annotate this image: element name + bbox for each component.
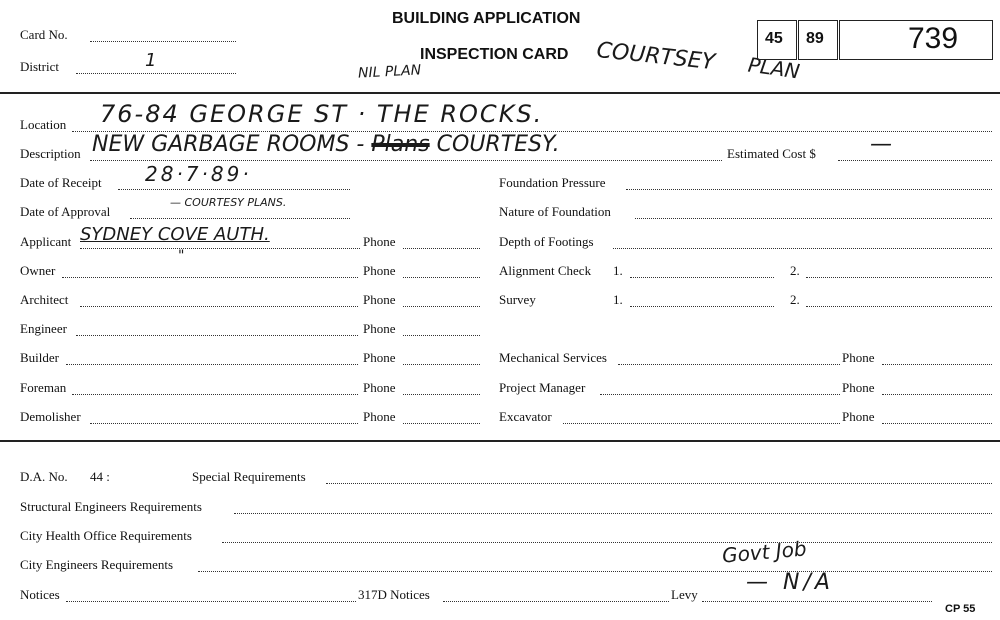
- depth-footings-label: Depth of Footings: [499, 234, 594, 249]
- architect-field[interactable]: [80, 306, 358, 307]
- notices-317d-label: 317D Notices: [358, 587, 430, 602]
- applicant-phone-label: Phone: [363, 234, 396, 249]
- form-code: CP 55: [945, 603, 976, 615]
- mechanical-label: Mechanical Services: [499, 350, 607, 365]
- foreman-phone-field[interactable]: [403, 394, 480, 395]
- applicant-value: SYDNEY COVE AUTH.: [80, 224, 270, 245]
- owner-phone-field[interactable]: [403, 277, 480, 278]
- depth-footings-field[interactable]: [613, 248, 992, 249]
- city-engineers-value: Govt Job: [721, 536, 808, 568]
- alignment-2-label: 2.: [790, 263, 800, 278]
- mechanical-phone-field[interactable]: [882, 364, 992, 365]
- applicant-ditto: ": [178, 248, 185, 264]
- description-text: NEW GARBAGE ROOMS -: [92, 132, 372, 157]
- architect-label: Architect: [20, 292, 69, 307]
- survey-label: Survey: [499, 292, 536, 307]
- card-no-field[interactable]: [90, 41, 236, 42]
- form-subtitle: INSPECTION CARD: [420, 46, 569, 63]
- divider-bottom: [0, 440, 1000, 442]
- applicant-phone-field[interactable]: [403, 248, 480, 249]
- handwritten-courtesy: COURTSEY: [595, 38, 717, 76]
- excavator-phone-label: Phone: [842, 409, 875, 424]
- special-requirements-field[interactable]: [326, 483, 992, 484]
- owner-phone-label: Phone: [363, 263, 396, 278]
- notices-label: Notices: [20, 587, 60, 602]
- handwritten-nil-plan: NIL PLAN: [357, 62, 422, 82]
- description-field[interactable]: [90, 160, 722, 161]
- description-value: [92, 132, 560, 157]
- notices-317d-field[interactable]: [443, 601, 669, 602]
- district-field[interactable]: [76, 73, 236, 74]
- da-no-value: 44 :: [90, 469, 110, 484]
- notices-field[interactable]: [66, 601, 356, 602]
- structural-label: Structural Engineers Requirements: [20, 499, 202, 514]
- district-label: District: [20, 59, 59, 74]
- special-requirements-label: Special Requirements: [192, 469, 306, 484]
- location-value: 76-84 GEORGE ST · THE ROCKS.: [100, 100, 544, 128]
- alignment-1-field[interactable]: [630, 277, 774, 278]
- project-manager-field[interactable]: [600, 394, 840, 395]
- box-num1: 45: [765, 30, 783, 47]
- survey-1-field[interactable]: [630, 306, 774, 307]
- receipt-field[interactable]: [118, 189, 350, 190]
- location-label: Location: [20, 117, 67, 132]
- demolisher-phone-field[interactable]: [403, 423, 480, 424]
- receipt-label: Date of Receipt: [20, 175, 102, 190]
- survey-1-label: 1.: [613, 292, 623, 307]
- mechanical-field[interactable]: [618, 364, 840, 365]
- levy-value: — N/A: [746, 570, 834, 595]
- approval-value: — COURTESY PLANS.: [170, 196, 287, 209]
- architect-phone-field[interactable]: [403, 306, 480, 307]
- survey-2-label: 2.: [790, 292, 800, 307]
- applicant-label: Applicant: [20, 234, 72, 249]
- project-manager-label: Project Manager: [499, 380, 586, 395]
- project-manager-phone-field[interactable]: [882, 394, 992, 395]
- foreman-label: Foreman: [20, 380, 67, 395]
- approval-field[interactable]: [130, 218, 350, 219]
- levy-field[interactable]: [702, 601, 932, 602]
- demolisher-phone-label: Phone: [363, 409, 396, 424]
- alignment-label: Alignment Check: [499, 263, 592, 278]
- description-label: Description: [20, 146, 81, 161]
- applicant-field[interactable]: [80, 248, 360, 249]
- card-number: 739: [908, 22, 959, 55]
- health-label: City Health Office Requirements: [20, 528, 192, 543]
- survey-2-field[interactable]: [806, 306, 992, 307]
- foundation-pressure-label: Foundation Pressure: [499, 175, 606, 190]
- nature-foundation-field[interactable]: [635, 218, 992, 219]
- estimated-cost-label: Estimated Cost $: [727, 146, 816, 161]
- foreman-field[interactable]: [72, 394, 358, 395]
- structural-field[interactable]: [234, 513, 992, 514]
- estimated-cost-field[interactable]: [838, 160, 992, 161]
- architect-phone-label: Phone: [363, 292, 396, 307]
- da-no-label: D.A. No.: [20, 469, 68, 484]
- builder-phone-field[interactable]: [403, 364, 480, 365]
- builder-phone-label: Phone: [363, 350, 396, 365]
- engineer-field[interactable]: [76, 335, 358, 336]
- project-manager-phone-label: Phone: [842, 380, 875, 395]
- district-value: 1: [145, 50, 157, 71]
- health-field[interactable]: [222, 542, 992, 543]
- description-text-2: COURTESY.: [436, 132, 560, 157]
- excavator-field[interactable]: [563, 423, 840, 424]
- divider-top: [0, 92, 1000, 94]
- nature-foundation-label: Nature of Foundation: [499, 204, 611, 219]
- receipt-value: 28·7·89·: [145, 162, 252, 186]
- engineer-phone-label: Phone: [363, 321, 396, 336]
- alignment-2-field[interactable]: [806, 277, 992, 278]
- city-engineers-label: City Engineers Requirements: [20, 557, 174, 572]
- handwritten-plan: PLAN: [746, 52, 802, 84]
- estimated-cost-value: —: [870, 132, 892, 157]
- builder-field[interactable]: [66, 364, 358, 365]
- form-title: BUILDING APPLICATION: [392, 10, 581, 27]
- engineer-phone-field[interactable]: [403, 335, 480, 336]
- demolisher-label: Demolisher: [20, 409, 81, 424]
- levy-label: Levy: [671, 587, 698, 602]
- owner-field[interactable]: [62, 277, 358, 278]
- foundation-pressure-field[interactable]: [626, 189, 992, 190]
- approval-label: Date of Approval: [20, 204, 111, 219]
- city-engineers-field[interactable]: [198, 571, 992, 572]
- alignment-1-label: 1.: [613, 263, 623, 278]
- demolisher-field[interactable]: [90, 423, 358, 424]
- excavator-label: Excavator: [499, 409, 552, 424]
- mechanical-phone-label: Phone: [842, 350, 875, 365]
- box-num2: 89: [806, 30, 824, 47]
- builder-label: Builder: [20, 350, 59, 365]
- card-no-label: Card No.: [20, 27, 68, 42]
- description-struck: Plans: [371, 132, 430, 157]
- foreman-phone-label: Phone: [363, 380, 396, 395]
- excavator-phone-field[interactable]: [882, 423, 992, 424]
- owner-label: Owner: [20, 263, 56, 278]
- engineer-label: Engineer: [20, 321, 67, 336]
